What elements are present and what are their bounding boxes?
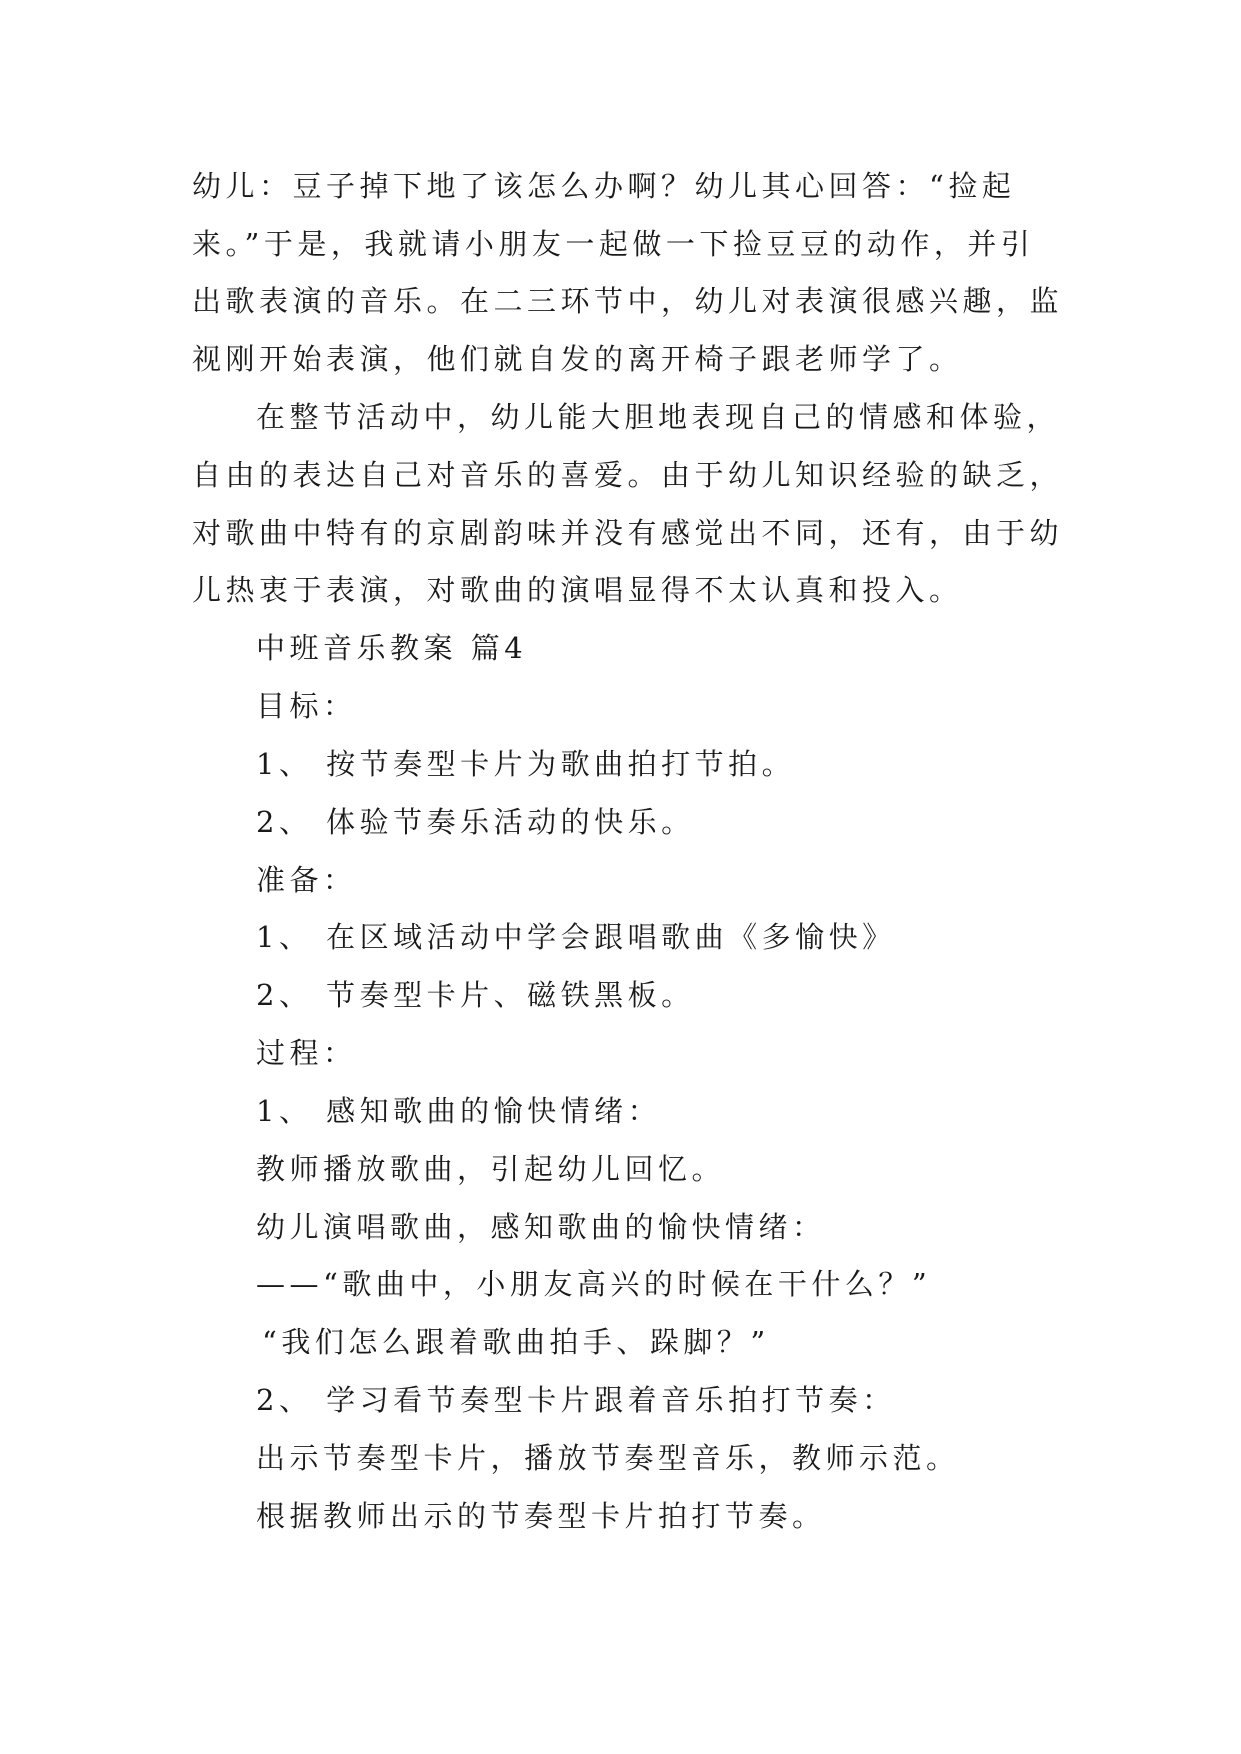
- process-step-1: 1、 感知歌曲的愉快情绪：: [256, 1094, 662, 1128]
- preparation-item-2: 2、 节奏型卡片、磁铁黑板。: [256, 978, 695, 1012]
- preparation-item-1: 1、 在区域活动中学会跟唱歌曲《多愉快》: [256, 920, 896, 954]
- process-step-1-line-2: 幼儿演唱歌曲，感知歌曲的愉快情绪：: [256, 1210, 826, 1244]
- paragraph-2-line-2: 自由的表达自己对音乐的喜爱。由于幼儿知识经验的缺乏，: [192, 458, 1064, 492]
- paragraph-1-line-4: 视刚开始表演，他们就自发的离开椅子跟老师学了。: [192, 342, 963, 376]
- process-step-2-line-1: 出示节奏型卡片，播放节奏型音乐，教师示范。: [256, 1441, 960, 1475]
- process-step-2: 2、 学习看节奏型卡片跟着音乐拍打节奏：: [256, 1383, 896, 1417]
- section-title: 中班音乐教案 篇4: [256, 631, 528, 665]
- process-step-2-line-2: 根据教师出示的节奏型卡片拍打节奏。: [256, 1499, 826, 1533]
- paragraph-2-line-3: 对歌曲中特有的京剧韵味并没有感觉出不同，还有，由于幼: [192, 516, 1064, 550]
- paragraph-1-line-1: 幼儿：豆子掉下地了该怎么办啊？幼儿其心回答：“捡起: [192, 169, 1016, 203]
- goal-item-1: 1、 按节奏型卡片为歌曲拍打节拍。: [256, 747, 796, 781]
- goal-item-2: 2、 体验节奏乐活动的快乐。: [256, 805, 695, 839]
- process-step-1-line-1: 教师播放歌曲，引起幼儿回忆。: [256, 1152, 726, 1186]
- paragraph-2-line-4: 儿热衷于表演，对歌曲的演唱显得不太认真和投入。: [192, 573, 963, 607]
- paragraph-1-line-2: 来。”于是，我就请小朋友一起做一下捡豆豆的动作，并引: [192, 227, 1035, 261]
- paragraph-2-line-1: 在整节活动中，幼儿能大胆地表现自己的情感和体验，: [256, 400, 1061, 434]
- process-heading: 过程：: [256, 1036, 357, 1070]
- paragraph-1-line-3: 出歌表演的音乐。在二三环节中，幼儿对表演很感兴趣，监: [192, 284, 1064, 318]
- preparation-heading: 准备：: [256, 863, 357, 897]
- process-step-1-line-3: ——“歌曲中，小朋友高兴的时候在干什么？”: [256, 1267, 932, 1301]
- goals-heading: 目标：: [256, 689, 357, 723]
- process-step-1-line-4: “我们怎么跟着歌曲拍手、跺脚？”: [262, 1325, 770, 1359]
